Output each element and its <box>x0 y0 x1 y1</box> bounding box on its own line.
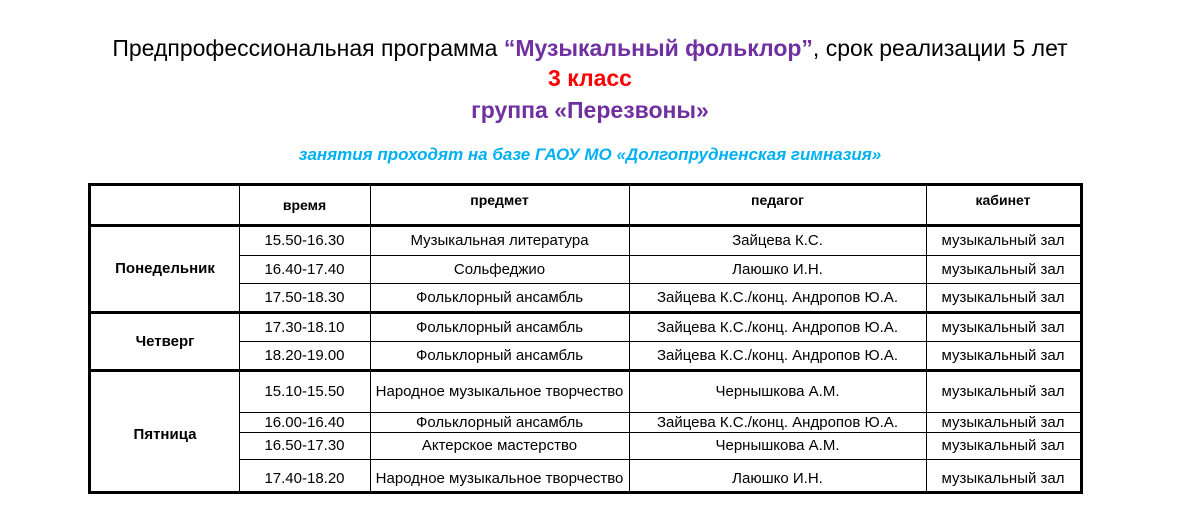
day-label: Пятница <box>133 426 197 443</box>
cell-teacher: Зайцева К.С./конц. Андропов Ю.А. <box>656 318 899 336</box>
cell-room: музыкальный зал <box>941 232 1065 249</box>
header-room: кабинет <box>975 192 1031 208</box>
cell-time: 17.50-18.30 <box>264 288 345 306</box>
schedule-table <box>88 183 1083 494</box>
cell-room: музыкальный зал <box>941 470 1065 487</box>
column-divider <box>926 186 927 491</box>
day-label: Четверг <box>135 332 195 350</box>
cell-room: музыкальный зал <box>941 383 1065 400</box>
cell-time: 17.40-18.20 <box>264 470 345 487</box>
cell-subject: Фольклорный ансамбль <box>415 318 584 336</box>
cell-time: 16.00-16.40 <box>264 413 345 431</box>
cell-teacher: Чернышкова А.М. <box>715 383 840 400</box>
cell-subject: Фольклорный ансамбль <box>415 346 584 364</box>
header-day <box>91 186 239 224</box>
cell-subject: Фольклорный ансамбль <box>415 413 584 431</box>
day-label: Понедельник <box>115 260 215 277</box>
cell-teacher: Лаюшко И.Н. <box>732 260 823 278</box>
cell-teacher: Зайцева К.С./конц. Андропов Ю.А. <box>656 288 899 306</box>
cell-time: 18.20-19.00 <box>264 346 345 364</box>
column-divider <box>370 186 371 491</box>
column-divider <box>629 186 630 491</box>
venue-note: занятия проходят на базе ГАОУ МО «Долгопрудненская гимназия» <box>298 145 882 164</box>
cell-room: музыкальный зал <box>941 413 1065 431</box>
cell-room: музыкальный зал <box>941 288 1065 306</box>
header-teacher: педагог <box>751 192 804 208</box>
header-subject: предмет <box>470 192 529 208</box>
program-name: “Музыкальный фольклор” <box>503 35 813 61</box>
cell-subject: Народное музыкальное творчество <box>375 470 624 487</box>
header-time: время <box>282 197 327 213</box>
program-title-suffix: , срок реализации 5 лет <box>812 35 1068 61</box>
cell-room: музыкальный зал <box>941 346 1065 364</box>
cell-time: 15.50-16.30 <box>264 232 345 249</box>
program-title-prefix: Предпрофессиональная программа <box>112 35 504 61</box>
cell-teacher: Лаюшко И.Н. <box>732 470 823 487</box>
cell-teacher: Чернышкова А.М. <box>715 437 840 454</box>
cell-subject: Сольфеджио <box>453 260 546 278</box>
cell-teacher: Зайцева К.С./конц. Андропов Ю.А. <box>656 346 899 364</box>
program-title <box>0 34 1180 62</box>
cell-teacher: Зайцева К.С. <box>732 232 823 249</box>
cell-time: 16.40-17.40 <box>264 260 345 278</box>
cell-teacher: Зайцева К.С./конц. Андропов Ю.А. <box>656 413 899 431</box>
cell-time: 17.30-18.10 <box>264 318 345 336</box>
grade-title: 3 класс <box>548 65 632 91</box>
column-divider <box>239 186 240 491</box>
cell-time: 15.10-15.50 <box>264 383 345 400</box>
cell-time: 16.50-17.30 <box>264 437 345 454</box>
cell-subject: Актерское мастерство <box>421 437 578 454</box>
group-title: группа «Перезвоны» <box>471 97 709 123</box>
cell-room: музыкальный зал <box>941 437 1065 454</box>
cell-subject: Фольклорный ансамбль <box>415 288 584 306</box>
cell-subject: Музыкальная литература <box>410 232 589 249</box>
cell-subject: Народное музыкальное творчество <box>375 383 624 400</box>
cell-room: музыкальный зал <box>941 260 1065 278</box>
cell-room: музыкальный зал <box>941 318 1065 336</box>
